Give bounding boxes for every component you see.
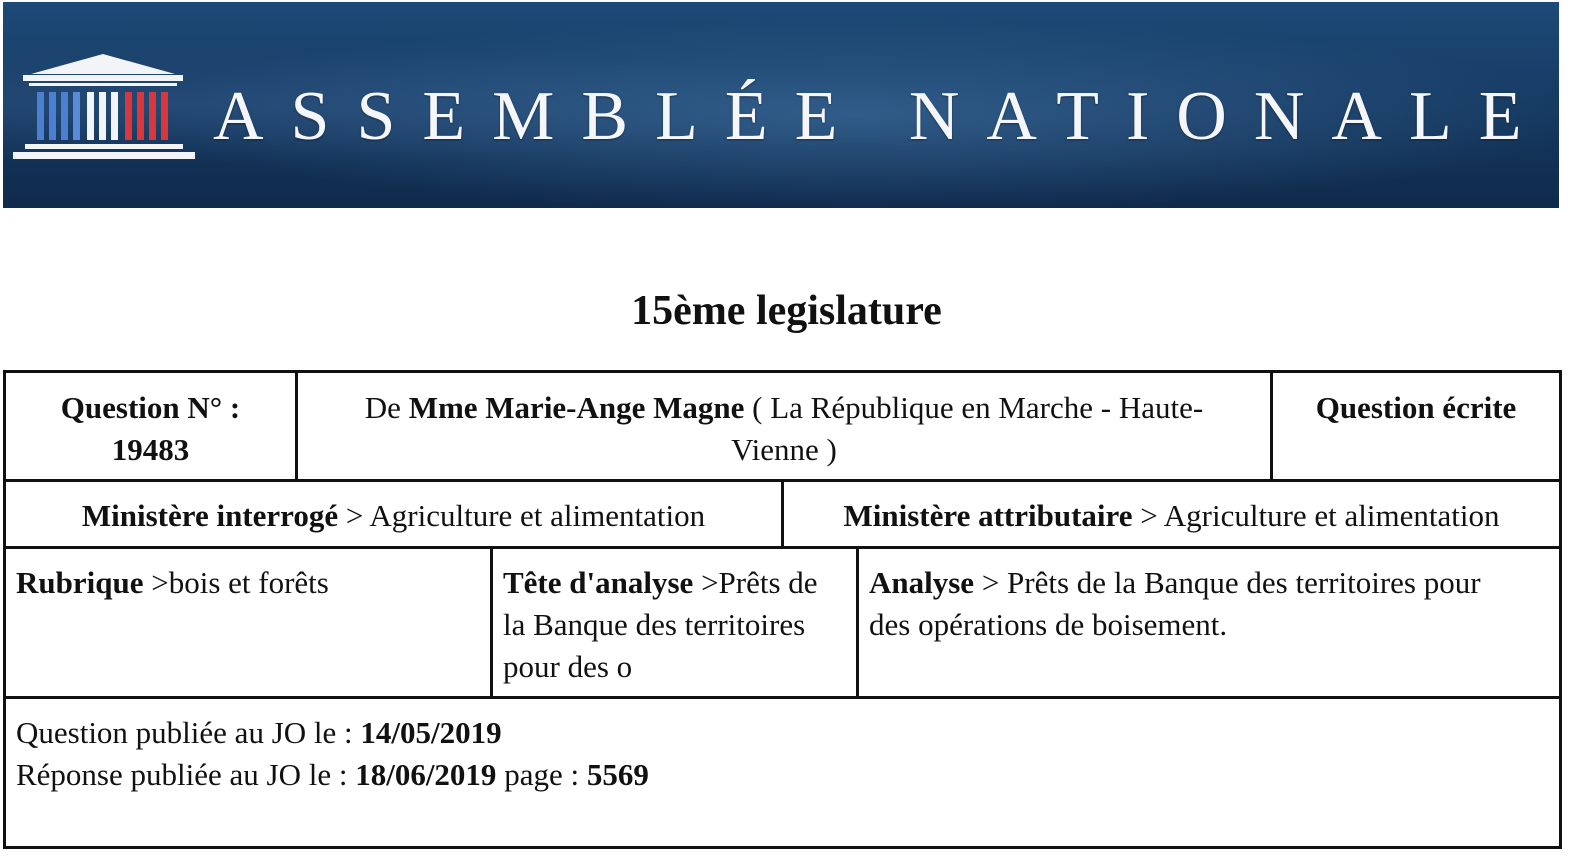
question-record-table <box>3 370 1562 849</box>
tete-analyse-label: Tête d'analyse <box>503 565 694 600</box>
column-divider <box>856 549 859 696</box>
deputy-cell <box>298 387 1270 471</box>
question-type-label: Question écrite <box>1315 390 1517 425</box>
tete-analyse-value: >Prêts de <box>693 565 818 600</box>
ministere-interroge-cell <box>6 495 781 537</box>
analyse-cell <box>869 562 1557 646</box>
row-divider <box>6 546 1559 549</box>
rubrique-label: Rubrique <box>16 565 144 600</box>
column-divider <box>490 549 493 696</box>
publication-cell <box>16 712 1546 796</box>
reponse-publication-label: Réponse publiée au JO le : <box>16 757 356 792</box>
tete-analyse-value-line3: pour des o <box>503 649 633 684</box>
deputy-group: ( La République en Marche - Haute- <box>744 390 1204 425</box>
page-label: page : <box>496 757 587 792</box>
question-publication-line <box>16 712 1546 754</box>
ministere-attributaire-value: > Agriculture et alimentation <box>1132 498 1500 533</box>
rubrique-cell <box>16 562 486 604</box>
deputy-group-continued: Vienne ) <box>731 432 837 467</box>
question-number-label: Question N° : <box>60 390 241 425</box>
assemblee-nationale-colonnade-logo-icon <box>11 52 196 162</box>
ministere-attributaire-cell <box>784 495 1559 537</box>
analyse-label: Analyse <box>869 565 975 600</box>
analyse-value-line2: des opérations de boisement. <box>869 607 1228 642</box>
question-type <box>1273 387 1559 429</box>
ministere-attributaire-label: Ministère attributaire <box>843 498 1133 533</box>
tete-analyse-cell <box>503 562 853 688</box>
tete-analyse-value-line2: la Banque des territoires <box>503 607 806 642</box>
row-divider <box>6 696 1559 699</box>
deputy-prefix: De <box>364 390 409 425</box>
question-number-cell <box>6 387 295 471</box>
page-title: 15ème legislature <box>631 288 942 334</box>
ministere-interroge-value: > Agriculture et alimentation <box>338 498 706 533</box>
analyse-value: > Prêts de la Banque des territoires pour <box>974 565 1481 600</box>
reponse-publication-line <box>16 754 1546 796</box>
deputy-name: Mme Marie-Ange Magne <box>408 390 745 425</box>
banner-title: ASSEMBLÉE NATIONALE <box>213 78 1549 155</box>
page-number: 5569 <box>586 757 649 792</box>
deputy-line <box>298 387 1270 429</box>
header-banner <box>3 2 1559 208</box>
reponse-publication-date: 18/06/2019 <box>355 757 497 792</box>
analyse-line <box>869 562 1557 604</box>
ministere-interroge-label: Ministère interrogé <box>81 498 339 533</box>
question-publication-date: 14/05/2019 <box>360 715 502 750</box>
rubrique-value: >bois et forêts <box>143 565 329 600</box>
question-number: 19483 <box>111 432 190 467</box>
tete-analyse-line <box>503 562 853 604</box>
question-publication-label: Question publiée au JO le : <box>16 715 361 750</box>
